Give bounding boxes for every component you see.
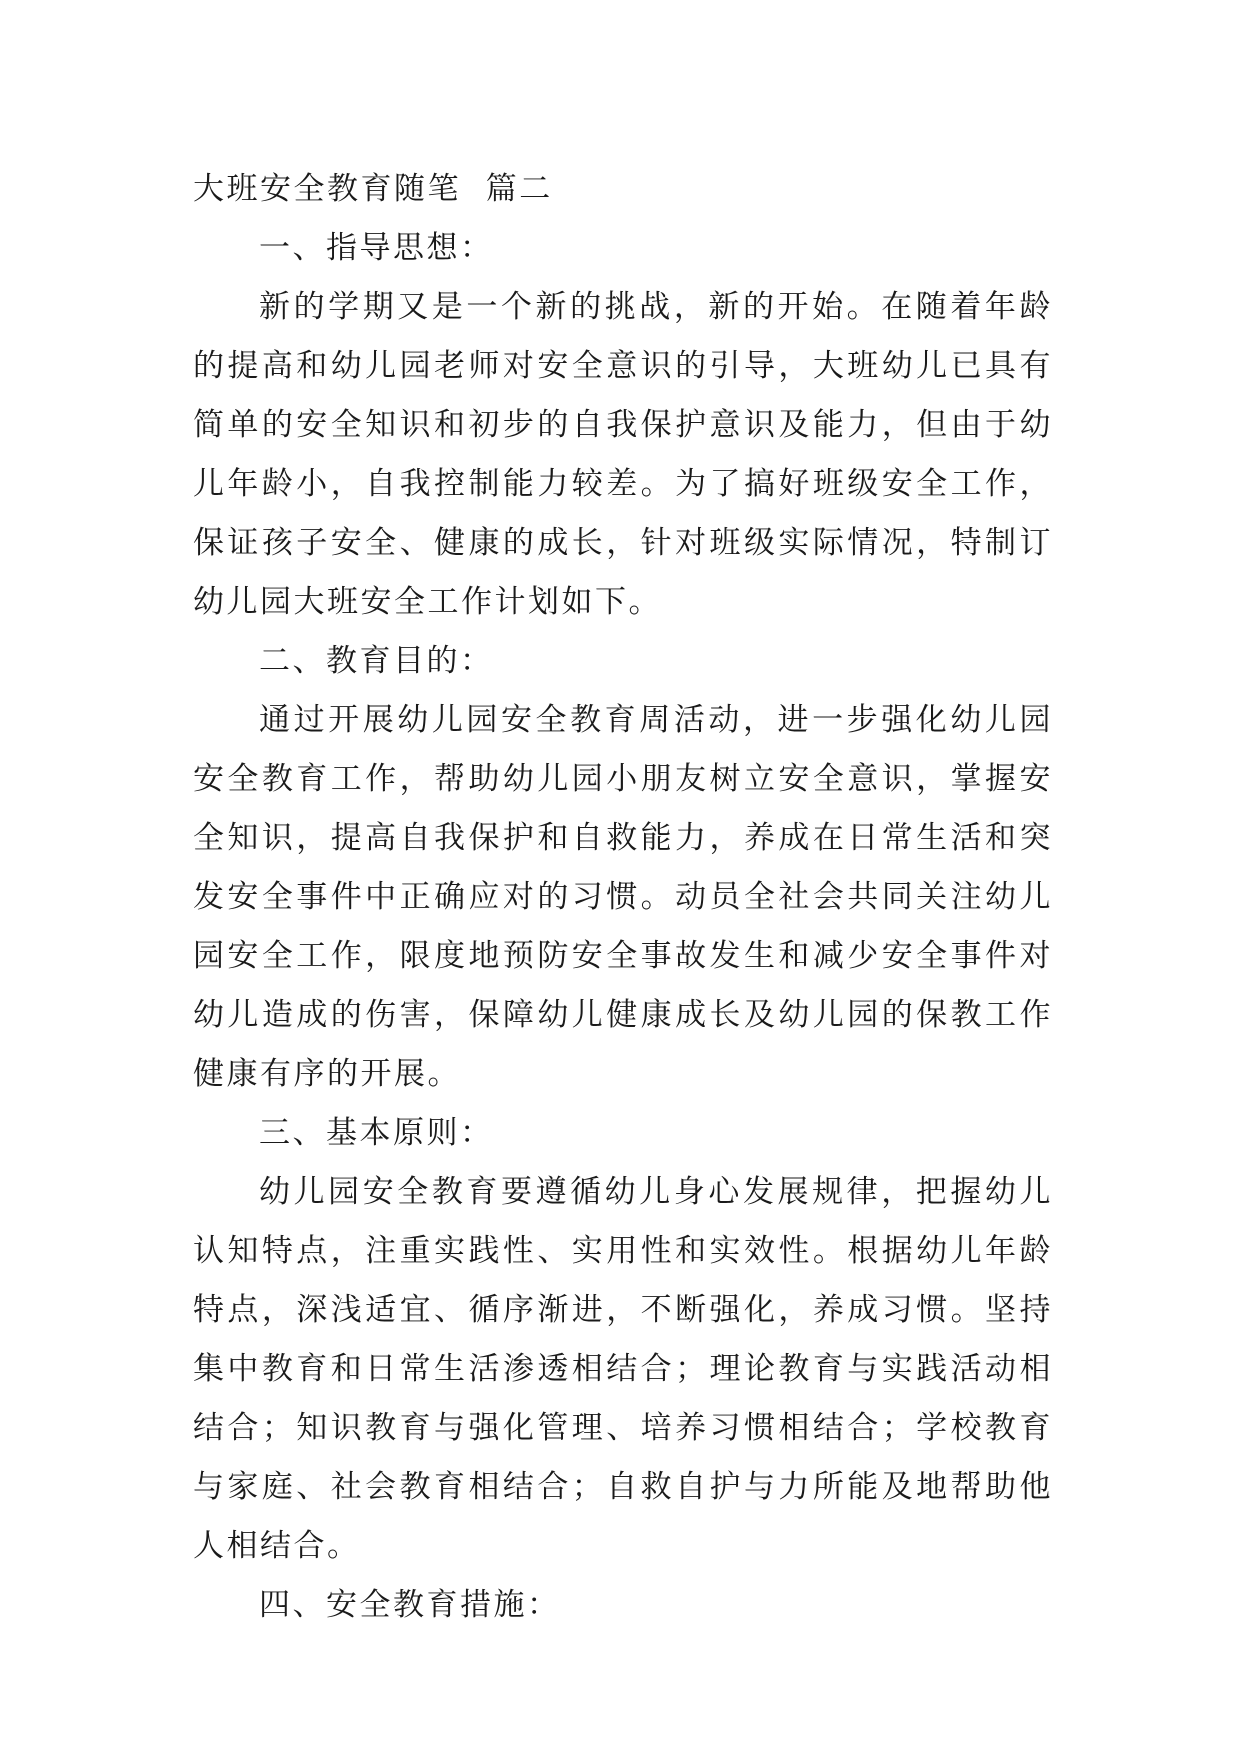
document-page <box>193 160 1053 1635</box>
document-title: 大班安全教育随笔 篇二 <box>193 171 553 207</box>
section-paragraph-guiding-ideology: 新的学期又是一个新的挑战，新的开始。在随着年龄的提高和幼儿园老师对安全意识的引导，大班幼儿已具有简单的安全知识和初步的自我保护意识及能力，但由于幼儿年龄小，自我控制能力较差。为了搞好班级安全工作，保证孩子安全、健康的成长，针对班级实际情况，特制订幼儿园大班安全工作计划如下。 <box>193 289 1053 620</box>
section-paragraph-education-purpose: 通过开展幼儿园安全教育周活动，进一步强化幼儿园安全教育工作，帮助幼儿园小朋友树立安全意识，掌握安全知识，提高自我保护和自救能力，养成在日常生活和突发安全事件中正确应对的习惯。动员全社会共同关注幼儿园安全工作，限度地预防安全事故发生和减少安全事件对幼儿造成的伤害，保障幼儿健康成长及幼儿园的保教工作健康有序的开展。 <box>193 702 1053 1092</box>
section-heading-guiding-ideology: 一、指导思想： <box>259 230 494 266</box>
section-heading-education-purpose: 二、教育目的： <box>259 643 494 679</box>
section-heading-safety-measures: 四、安全教育措施： <box>259 1587 561 1623</box>
section-heading-basic-principles: 三、基本原则： <box>259 1115 494 1151</box>
section-paragraph-basic-principles: 幼儿园安全教育要遵循幼儿身心发展规律，把握幼儿认知特点，注重实践性、实用性和实效性。根据幼儿年龄特点，深浅适宜、循序渐进，不断强化，养成习惯。坚持集中教育和日常生活渗透相结合；理论教育与实践活动相结合；知识教育与强化管理、培养习惯相结合；学校教育与家庭、社会教育相结合；自救自护与力所能及地帮助他人相结合。 <box>193 1174 1053 1564</box>
